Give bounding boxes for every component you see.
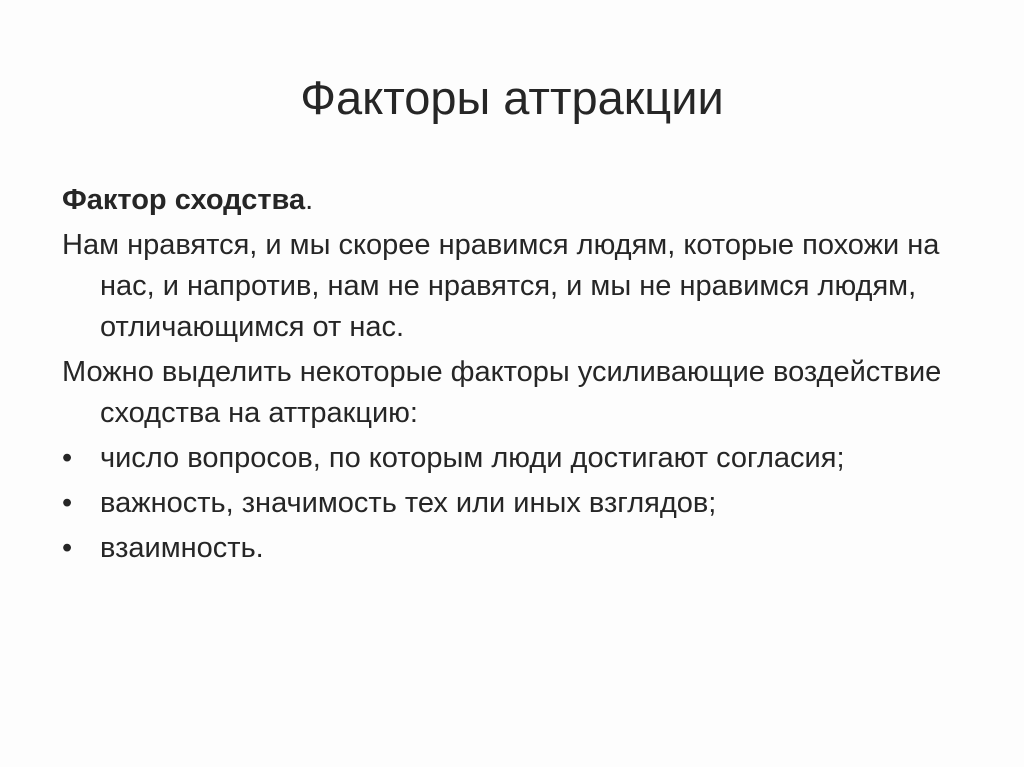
paragraph-factors-intro: Можно выделить некоторые факторы усиливающие воздействие сходства на аттракцию: bbox=[62, 356, 942, 429]
slide-body bbox=[62, 180, 962, 573]
section-heading bbox=[62, 180, 962, 221]
bullet-text: важность, значимость тех или иных взглядов; bbox=[100, 487, 717, 519]
bullet-item bbox=[62, 438, 962, 479]
bullet-item bbox=[62, 528, 962, 569]
bullet-marker: • bbox=[62, 487, 73, 519]
bullet-marker: • bbox=[62, 442, 73, 474]
bullet-text: число вопросов, по которым люди достигают согласия; bbox=[100, 442, 845, 474]
bullet-marker: • bbox=[62, 532, 73, 564]
section-heading-label: Фактор сходства bbox=[62, 184, 306, 216]
bullet-text: взаимность. bbox=[100, 532, 264, 564]
section-heading-period: . bbox=[305, 184, 314, 216]
paragraph-similarity: Нам нравятся, и мы скорее нравимся людям, которые похожи на нас, и напротив, нам не нравятся, и мы не нравимся людям, отличающимся от нас. bbox=[62, 229, 940, 343]
slide-title: Факторы аттракции bbox=[300, 71, 724, 124]
bullet-item bbox=[62, 483, 962, 524]
